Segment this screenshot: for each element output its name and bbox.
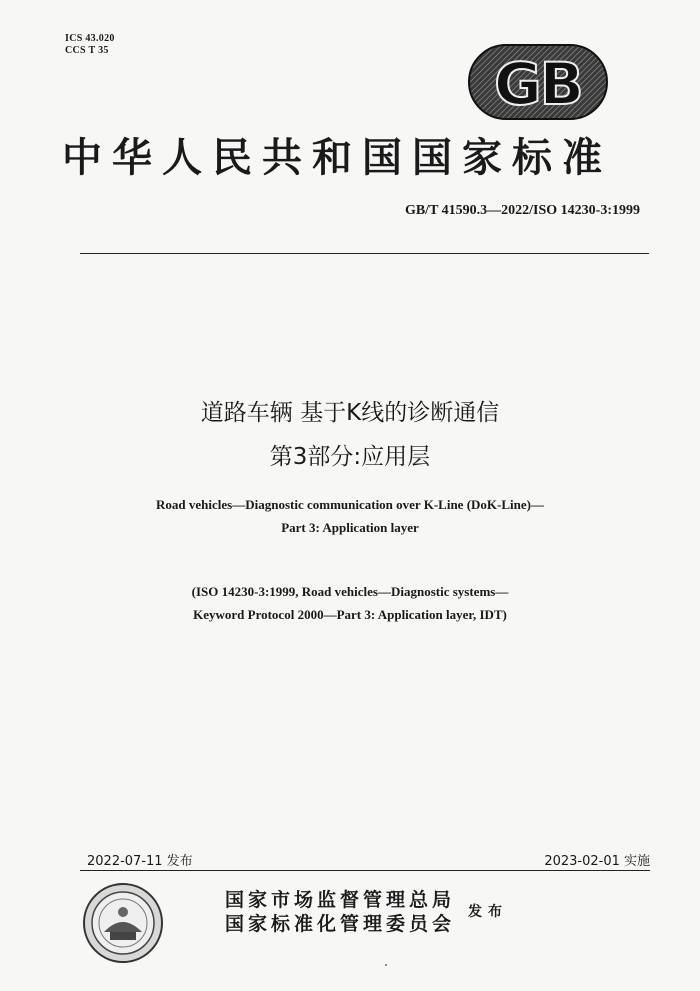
classification-codes	[65, 33, 115, 57]
english-title-line-2: Part 3: Application layer	[281, 520, 419, 535]
chinese-title-line-2: 第3部分:应用层	[269, 444, 431, 470]
speck	[385, 964, 387, 966]
svg-text:GB: GB	[494, 50, 582, 118]
header-divider	[80, 253, 649, 254]
publish-label: 发布	[468, 904, 508, 920]
issue-date: 2022-07-11 发布	[87, 854, 193, 869]
official-seal-icon	[82, 882, 164, 964]
gb-logo-icon	[468, 44, 608, 120]
issuer-samr: 国家市场监督管理总局	[225, 889, 456, 911]
ics-code: ICS 43.020	[65, 33, 115, 44]
english-title-line-1: Road vehicles—Diagnostic communication over K-Line (DoK-Line)—	[156, 497, 544, 512]
issuer-sac: 国家标准化管理委员会	[225, 913, 456, 935]
adoption-note-line-1: (ISO 14230-3:1999, Road vehicles—Diagnostic systems—	[191, 584, 509, 599]
adoption-note-line-2: Keyword Protocol 2000—Part 3: Application layer, IDT)	[193, 607, 507, 622]
standard-number: GB/T 41590.3—2022/ISO 14230-3:1999	[404, 203, 640, 218]
chinese-title-line-1: 道路车辆 基于K线的诊断通信	[200, 400, 500, 426]
national-standard-title: 中华人民共和国国家标准	[62, 134, 612, 181]
issuing-authorities	[225, 888, 455, 936]
implementation-date: 2023-02-01 实施	[544, 854, 650, 869]
ccs-code: CCS T 35	[65, 45, 109, 56]
footer-divider	[80, 870, 650, 871]
